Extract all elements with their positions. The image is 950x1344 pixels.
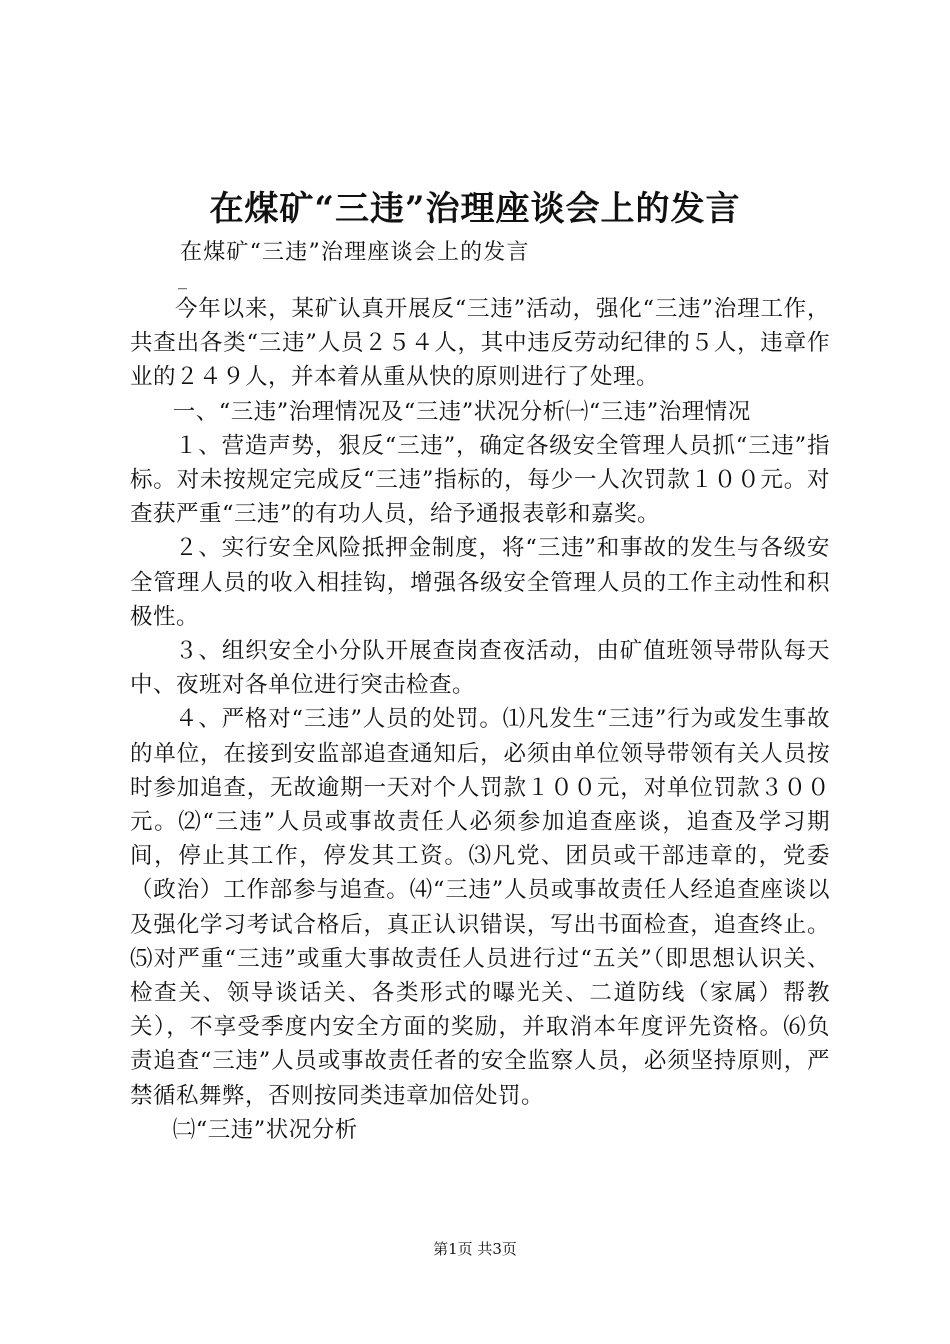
document-body — [130, 292, 830, 1147]
page-footer: 第1页 共3页 — [433, 1240, 517, 1258]
paragraph-item-4: ４、严格对“三违”人员的处罚。⑴凡发生“三违”行为或发生事故的单位，在接到安监部追查通知后，必须由单位领导带领有关人员按时参加追查，无故逾期一天对个人罚款１００元，对单位罚款３００元。⑵“三违”人员或事故责任人必须参加追查座谈，追查及学习期间，停止其工作，停发其工资。⑶凡党、团员或干部违章的，党委（政治）工作部参与追查。⑷“三违”人员或事故责任人经追查座谈以及强化学习考试合格后，真正认识错误，写出书面检查，追查终止。⑸对严重“三违”或重大事故责任人员进行过“五关”（即思想认识关、检查关、领导谈话关、各类形式的曝光关、二道防线（家属）帮教关），不享受季度内安全方面的奖励，并取消本年度评先资格。⑹负责追查“三违”人员或事故责任者的安全监察人员，必须坚持原则，严禁循私舞弊，否则按同类违章加倍处罚。 — [130, 706, 830, 1109]
paragraph-item-1: １、营造声势，狠反“三违”，确定各级安全管理人员抓“三违”指标。对未按规定完成反“三违”指标的，每少一人次罚款１００元。对查获严重“三违”的有功人员，给予通报表彰和嘉奖。 — [130, 432, 830, 528]
subtitle-mark: _ — [178, 269, 187, 290]
paragraph-section-heading: 一、“三违”治理情况及“三违”状况分析㈠“三违”治理情况 — [172, 398, 751, 425]
document-title: 在煤矿“三违”治理座谈会上的发言 — [209, 189, 741, 229]
document-subtitle: 在煤矿“三违”治理座谈会上的发言 — [180, 240, 530, 265]
paragraph-item-2: ２、实行安全风险抵押金制度，将“三违”和事故的发生与各级安全管理人员的收入相挂钩，增强各级安全管理人员的工作主动性和积极性。 — [130, 535, 830, 630]
paragraph-subsection-heading: ㈡“三违”状况分析 — [172, 1116, 358, 1143]
paragraph-intro: 今年以来，某矿认真开展反“三违”活动，强化“三违”治理工作，共查出各类“三违”人员２５４人，其中违反劳动纪律的５人，违章作业的２４９人，并本着从重从快的原则进行了处理。 — [130, 296, 830, 391]
paragraph-item-3: ３、组织安全小分队开展查岗查夜活动，由矿值班领导带队每天中、夜班对各单位进行突击检查。 — [130, 638, 830, 699]
